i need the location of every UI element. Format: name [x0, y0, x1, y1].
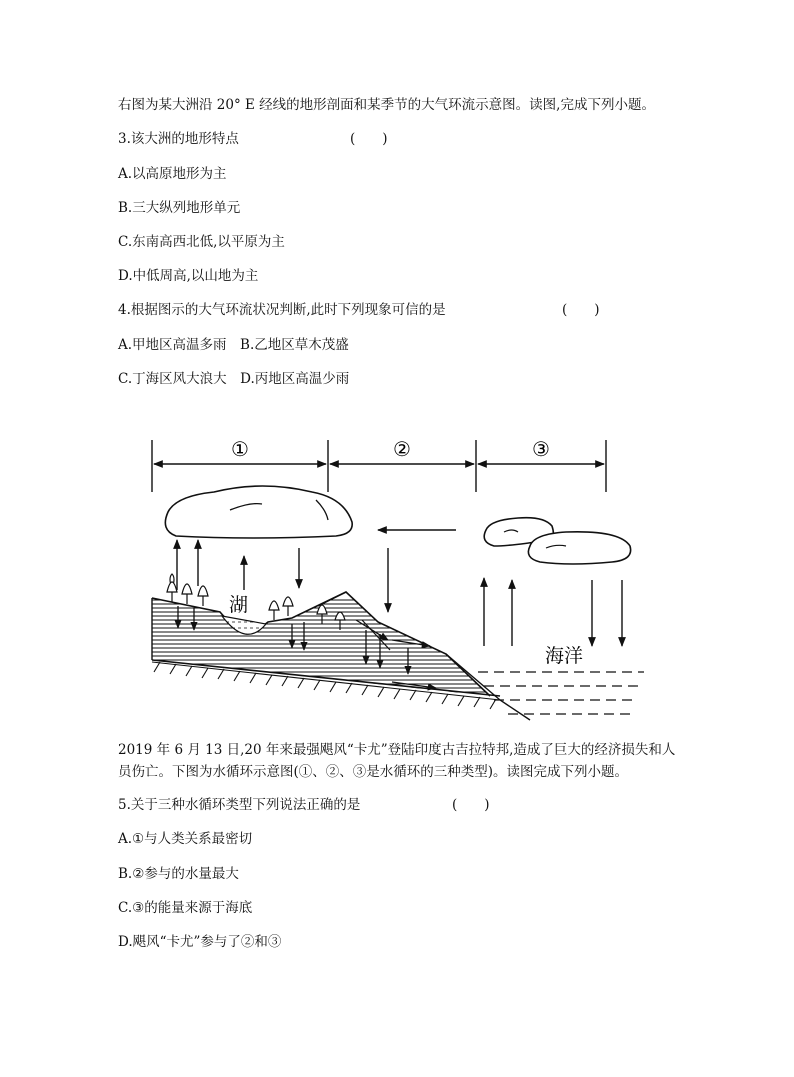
land-profile — [150, 592, 530, 720]
question-3-option-c: C.东南高西北低,以平原为主 — [118, 234, 285, 250]
question-3-option-d: D.中低周高,以山地为主 — [118, 268, 259, 284]
question-3-option-b: B.三大纵列地形单元 — [118, 200, 241, 216]
label-cycle-2: ② — [393, 437, 411, 461]
cloud-ocean-2 — [528, 532, 630, 564]
question-5-option-b: B.②参与的水量最大 — [118, 866, 239, 882]
question-5-answer-blank: ( ) — [452, 797, 490, 813]
question-4-options-cd: C.丁海区风大浪大 D.丙地区高温少雨 — [118, 371, 350, 387]
question-4-options-ab: A.甲地区高温多雨 B.乙地区草木茂盛 — [118, 337, 349, 353]
question-5-option-d: D.飓风“卡尤”参与了②和③ — [118, 934, 282, 950]
label-cycle-3: ③ — [532, 437, 550, 461]
label-cycle-1: ① — [231, 437, 249, 461]
question-3-option-a: A.以高原地形为主 — [118, 166, 227, 182]
ocean-water — [478, 672, 644, 714]
question-5-stem: 5.关于三种水循环类型下列说法正确的是 — [118, 797, 361, 813]
intro-text-2: 2019 年 6 月 13 日,20 年来最强飓风“卡尤”登陆印度古吉拉特邦,造成了巨大的经济损失和人员伤亡。下图为水循环示意图(①、②、③是水循环的三种类型)。读图完成下列小题。 — [118, 742, 676, 780]
intro-text-1: 右图为某大洲沿 20° E 经线的地形剖面和某季节的大气环流示意图。读图,完成下列小题。 — [118, 97, 655, 113]
question-3-stem: 3.该大洲的地形特点 — [118, 131, 239, 147]
question-4-answer-blank: ( ) — [562, 302, 600, 318]
ocean-label: 海洋 — [545, 645, 584, 667]
question-4-stem: 4.根据图示的大气环流状况判断,此时下列现象可信的是 — [118, 302, 446, 318]
question-3-answer-blank: ( ) — [350, 131, 388, 147]
question-5-option-c: C.③的能量来源于海底 — [118, 900, 253, 916]
cloud-land — [165, 486, 352, 538]
question-5-option-a: A.①与人类关系最密切 — [118, 831, 253, 847]
lake-label: 湖 — [229, 594, 249, 616]
